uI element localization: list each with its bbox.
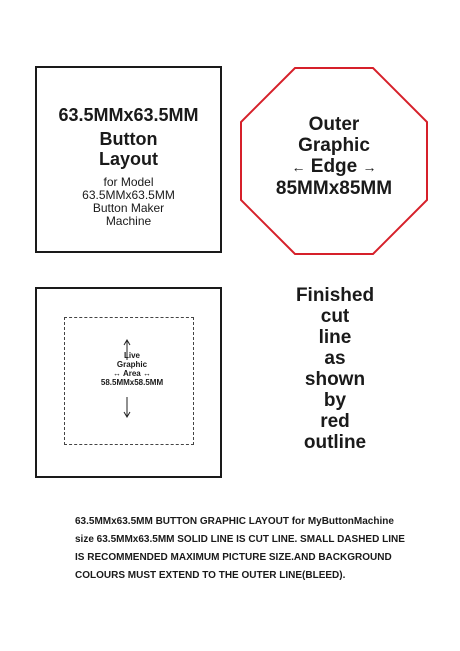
layout-description-line1: for Model	[103, 175, 154, 189]
layout-description-line2: 63.5MMx63.5MM	[82, 188, 175, 202]
finished-line-1: Finished	[295, 285, 375, 306]
finished-line-4: as	[324, 348, 346, 369]
live-line3-row	[82, 369, 182, 378]
footer-line3: IS RECOMMENDED MAXIMUM PICTURE SIZE.AND BACKGROUND	[75, 552, 392, 563]
live-line1: Live	[123, 351, 140, 360]
finished-line-8: outline	[303, 432, 367, 453]
footer-line2: size 63.5MMx63.5MM SOLID LINE IS CUT LINE. SMALL DASHED LINE	[75, 534, 405, 545]
layout-description-line4: Machine	[105, 214, 152, 228]
live-line2: Graphic	[116, 360, 148, 369]
finished-line-5: shown	[304, 369, 366, 390]
layout-description-line3: Button Maker	[92, 201, 165, 215]
footer-line1: 63.5MMx63.5MM BUTTON GRAPHIC LAYOUT for MyButtonMachine	[75, 516, 394, 527]
live-graphic-label	[82, 351, 182, 387]
arrow-right-icon: →	[362, 159, 377, 175]
outer-graphic-label	[240, 114, 428, 199]
finished-line-7: red	[320, 411, 350, 432]
footer-line4: COLOURS MUST EXTEND TO THE OUTER LINE(BLEED).	[75, 570, 346, 581]
outer-graphic-line4: 85MMx85MM	[275, 178, 393, 199]
layout-title: 63.5MMx63.5MM	[58, 105, 199, 125]
layout-subtitle-line1: Button	[99, 129, 158, 149]
outer-graphic-line1: Outer	[308, 114, 360, 135]
layout-subtitle-line2: Layout	[98, 149, 158, 169]
layout-description	[35, 176, 222, 228]
edge-word: Edge	[310, 156, 358, 177]
finished-line-3: line	[318, 327, 352, 348]
small-arrow-left-icon: ↔	[113, 369, 122, 378]
live-line3: Area	[122, 369, 141, 378]
instructions-footer	[75, 513, 415, 585]
arrow-down-icon	[120, 395, 134, 419]
outer-graphic-line2: Graphic	[298, 135, 370, 156]
small-arrow-right-icon: ↔	[142, 369, 151, 378]
finished-line-6: by	[323, 390, 347, 411]
finished-line-2: cut	[320, 306, 350, 327]
live-line4: 58.5MMx58.5MM	[100, 378, 164, 387]
outer-graphic-line3	[240, 156, 428, 178]
finished-cut-line-note	[275, 285, 395, 453]
arrow-left-icon: ←	[291, 159, 306, 175]
